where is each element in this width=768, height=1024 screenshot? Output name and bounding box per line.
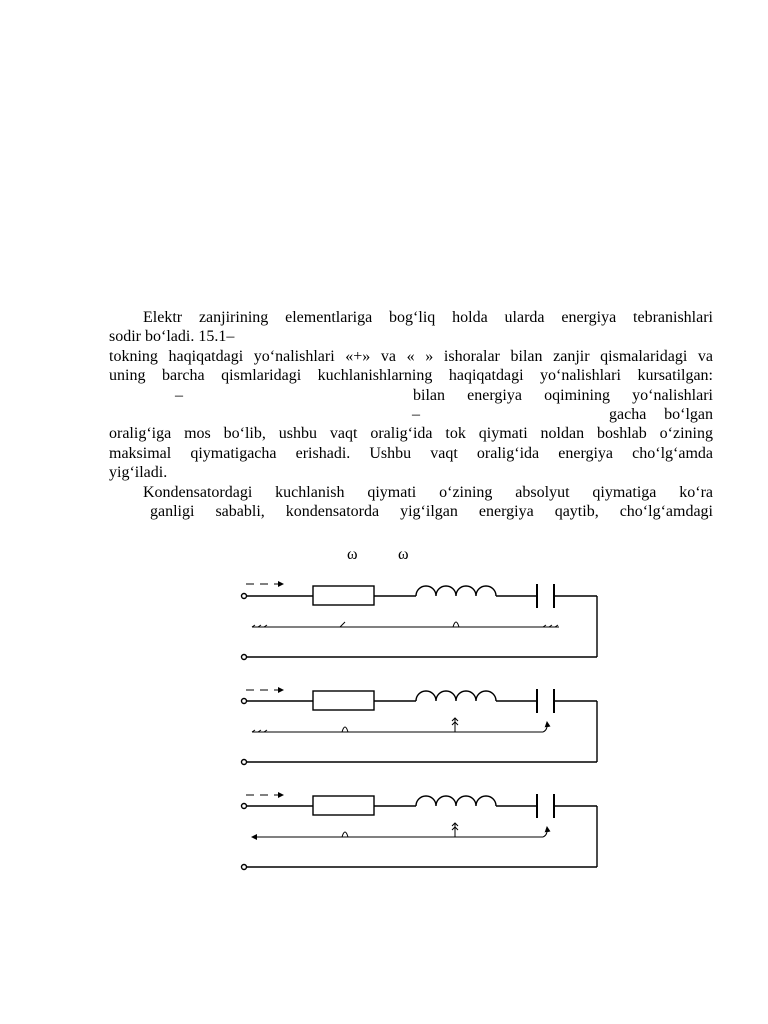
terminal-icon xyxy=(242,655,247,660)
omega-symbol: ω xyxy=(347,546,358,563)
circuit-c xyxy=(242,794,598,870)
omega-symbol: ω xyxy=(398,546,409,563)
text-line: sodir bo‘ladi. 15.1– xyxy=(109,328,235,346)
text-line: tokning haqiqatdagi yo‘nalishlari «+» va « » ishoralar bilan zanjir qismalaridagi va xyxy=(109,347,713,365)
text-line: Elektr zanjirining elementlariga bog‘liq holda ularda energiya tebranishlari xyxy=(143,309,713,326)
text-line: uning barcha qismlaridagi kuchlanishlarning haqiqatdagi yo‘nalishlari kursatilgan: xyxy=(109,367,713,385)
terminal-icon xyxy=(242,760,247,765)
resistor-icon xyxy=(313,691,374,710)
resistor-icon xyxy=(313,586,374,605)
dash-fragment: – xyxy=(412,406,420,423)
terminal-icon xyxy=(242,594,247,599)
text-line: ganligi sababli, kondensatorda yig‘ilgan energiya qaytib, cho‘lg‘amdagi xyxy=(150,503,713,521)
dash-fragment: – xyxy=(175,387,183,404)
inductor-icon xyxy=(416,691,496,701)
text-line: yig‘iladi. xyxy=(109,464,168,482)
circuit-b xyxy=(242,689,598,765)
resistor-icon xyxy=(313,796,374,815)
terminal-icon xyxy=(242,699,247,704)
text-line: oralig‘iga mos bo‘lib, ushbu vaqt oralig‘ida tok qiymati noldan boshlab o‘zining xyxy=(109,425,713,443)
text-line: maksimal qiymatigacha erishadi. Ushbu vaqt oralig‘ida energiya cho‘lg‘amda xyxy=(109,444,713,462)
circuit-a xyxy=(242,584,598,660)
text-fragment: gacha bo‘lgan xyxy=(609,406,713,423)
inductor-icon xyxy=(416,796,496,806)
text-fragment: bilan energiya oqimining yo‘nalishlari xyxy=(413,387,713,404)
text-line: Kondensatordagi kuchlanish qiymati o‘zining absolyut qiymatiga ko‘ra xyxy=(143,484,713,501)
terminal-icon xyxy=(242,804,247,809)
inductor-icon xyxy=(416,586,496,596)
terminal-icon xyxy=(242,865,247,870)
